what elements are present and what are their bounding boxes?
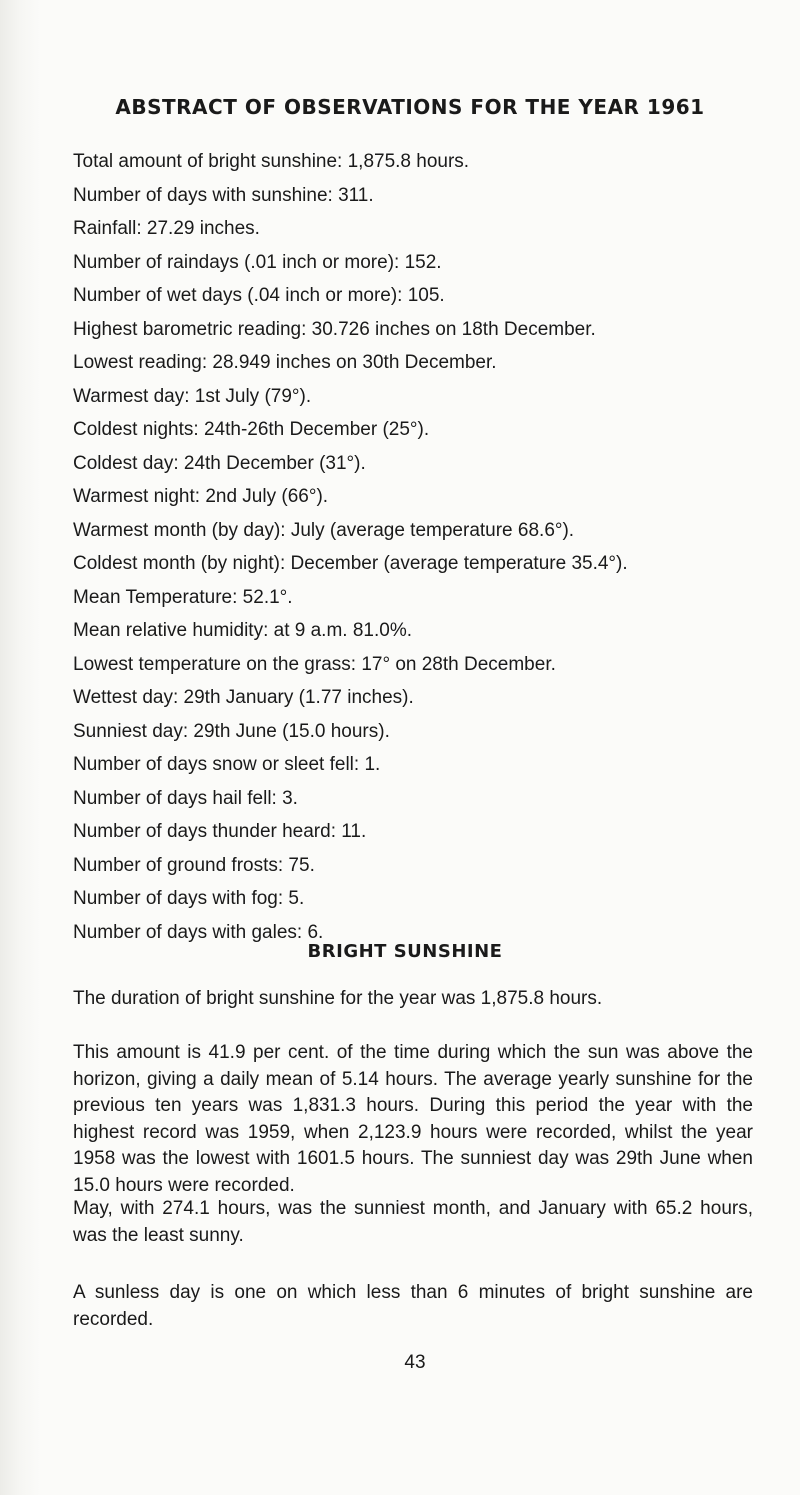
observation-item: Number of days hail fell: 3. bbox=[73, 787, 298, 809]
paragraph: A sunless day is one on which less than 6 minutes of bright sunshine are recorded. bbox=[73, 1282, 753, 1330]
observation-item: Mean Temperature: 52.1°. bbox=[73, 586, 293, 608]
page-title: ABSTRACT OF OBSERVATIONS FOR THE YEAR 1961 bbox=[115, 95, 705, 119]
observation-item: Number of days with fog: 5. bbox=[73, 888, 305, 909]
paragraph: The duration of bright sunshine for the year was 1,875.8 hours. bbox=[73, 988, 603, 1009]
observation-item: Total amount of bright sunshine: 1,875.8 hours. bbox=[73, 151, 470, 172]
observation-item: Coldest month (by night): December (average temperature 35.4°). bbox=[73, 553, 628, 574]
observation-item: Coldest day: 24th December (31°). bbox=[73, 452, 366, 474]
observation-item: Wettest day: 29th January (1.77 inches). bbox=[73, 687, 414, 708]
observation-item: Number of days with sunshine: 311. bbox=[73, 184, 374, 206]
observation-item: Number of days with gales: 6. bbox=[73, 921, 324, 943]
observation-item: Lowest temperature on the grass: 17° on 28th December. bbox=[73, 653, 556, 675]
observation-item: Warmest day: 1st July (79°). bbox=[73, 385, 312, 407]
observation-item: Coldest nights: 24th-26th December (25°). bbox=[73, 419, 430, 440]
observation-item: Lowest reading: 28.949 inches on 30th December. bbox=[73, 352, 497, 373]
observation-item: Number of days snow or sleet fell: 1. bbox=[73, 754, 381, 775]
observation-item: Number of days thunder heard: 11. bbox=[73, 821, 367, 842]
observation-item: Number of ground frosts: 75. bbox=[73, 854, 315, 876]
observation-item: Highest barometric reading: 30.726 inches on 18th December. bbox=[73, 318, 596, 340]
observations-list bbox=[73, 145, 773, 949]
observation-item: Sunniest day: 29th June (15.0 hours). bbox=[73, 720, 390, 742]
paragraph: This amount is 41.9 per cent. of the time during which the sun was above the horizon, giving a daily mean of 5.14 hours. The average yearly sunshine for the previous ten years was 1,831.3 hours. During this period the year with the highest record was 1959, when 2,123.9 hours were recorded, whilst the year 1958 was the lowest with 1601.5 hours. The sunniest day was 29th June when 15.0 hours were recorded. bbox=[73, 1042, 753, 1196]
observation-item: Number of wet days (.04 inch or more): 105. bbox=[73, 285, 445, 306]
observation-item: Warmest month (by day): July (average temperature 68.6°). bbox=[73, 519, 575, 541]
observation-item: Warmest night: 2nd July (66°). bbox=[73, 486, 329, 507]
section-heading-bright-sunshine: BRIGHT SUNSHINE bbox=[307, 941, 503, 962]
paragraph: May, with 274.1 hours, was the sunniest month, and January with 65.2 hours, was the least sunny. bbox=[73, 1198, 753, 1246]
page-edge-shading bbox=[0, 0, 40, 1495]
observation-item: Rainfall: 27.29 inches. bbox=[73, 218, 260, 239]
observation-item: Mean relative humidity: at 9 a.m. 81.0%. bbox=[73, 620, 412, 641]
page-number: 43 bbox=[404, 1352, 426, 1373]
observation-item: Number of raindays (.01 inch or more): 152. bbox=[73, 251, 442, 273]
